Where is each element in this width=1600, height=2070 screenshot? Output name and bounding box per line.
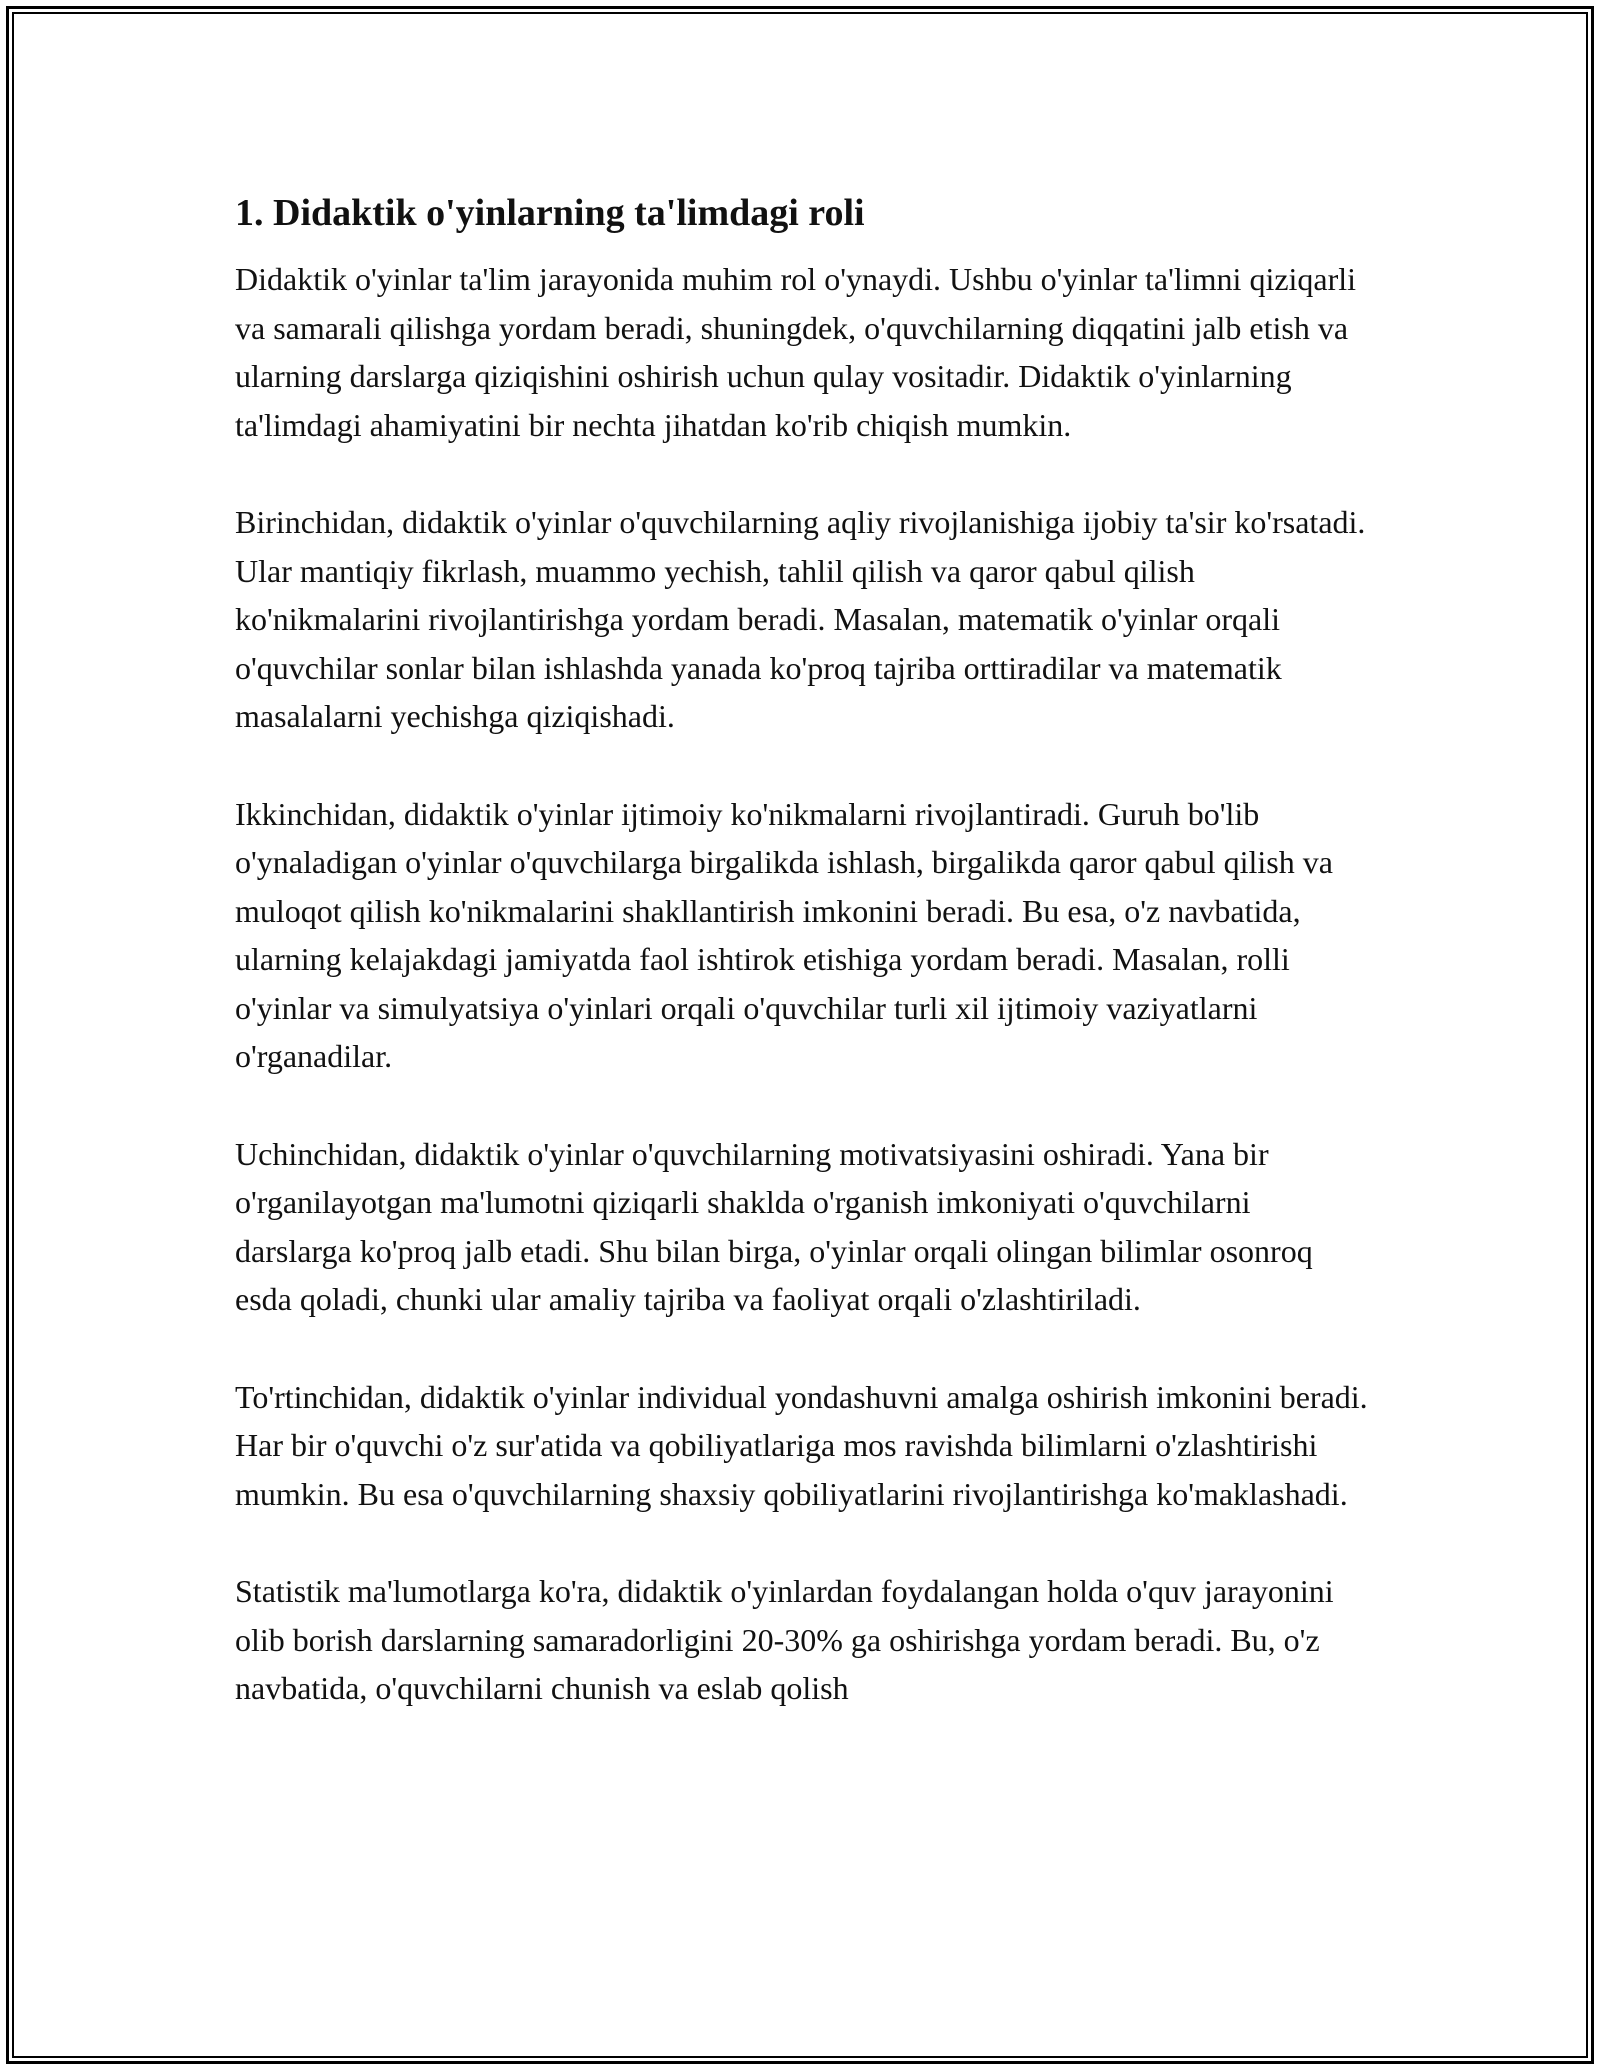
section-heading: 1. Didaktik o'yinlarning ta'limdagi roli (235, 192, 865, 234)
paragraph-third-point: Uchinchidan, didaktik o'yinlar o'quvchilarning motivatsiyasini oshiradi. Yana bir o'rganilayotgan ma'lumotni qiziqarli shaklda o'rganish imkoniyati o'quvchilarni darslarga ko'proq jalb etadi. Shu bilan birga, o'yinlar orqali olingan bilimlar osonroq esda qoladi, chunki ular amaliy tajriba va faoliyat orqali o'zlashtiriladi. (235, 1135, 1313, 1317)
paragraph-fourth-point: To'rtinchidan, didaktik o'yinlar individual yondashuvni amalga oshirish imkonini beradi. Har bir o'quvchi o'z sur'atida va qobiliyatlariga mos ravishda bilimlarni o'zlashtirishi mumkin. Bu esa o'quvchilarning shaxsiy qobiliyatlarini rivojlantirishga ko'maklashadi. (235, 1378, 1368, 1512)
paragraph-intro: Didaktik o'yinlar ta'lim jarayonida muhim rol o'ynaydi. Ushbu o'yinlar ta'limni qiziqarli va samarali qilishga yordam beradi, shuningdek, o'quvchilarning diqqatini jalb etish va ularning darslarga qiziqishini oshirish uchun qulay vositadir. Didaktik o'yinlarning ta'limdagi ahamiyatini bir nechta jihatdan ko'rib chiqish mumkin. (235, 261, 1357, 443)
paragraph-second-point: Ikkinchidan, didaktik o'yinlar ijtimoiy ko'nikmalarni rivojlantiradi. Guruh bo'lib o'ynaladigan o'yinlar o'quvchilarga birgalikda ishlash, birgalikda qaror qabul qilish va muloqot qilish ko'nikmalarini shakllantirish imkonini beradi. Bu esa, o'z navbatida, ularning kelajakdagi jamiyatda faol ishtirok etishiga yordam beradi. Masalan, rolli o'yinlar va simulyatsiya o'yinlari orqali o'quvchilar turli xil ijtimoiy vaziyatlarni o'rganadilar. (235, 795, 1333, 1074)
paragraph-first-point: Birinchidan, didaktik o'yinlar o'quvchilarning aqliy rivojlanishiga ijobiy ta'sir ko'rsatadi. Ular mantiqiy fikrlash, muammo yechish, tahlil qilish va qaror qabul qilish ko'nikmalarini rivojlantirishga yordam beradi. Masalan, matematik o'yinlar orqali o'quvchilar sonlar bilan ishlashda yanada ko'proq tajriba orttiradilar va matematik masalalarni yechishga qiziqishadi. (235, 504, 1366, 734)
document-body (235, 185, 1375, 1713)
paragraph-statistics: Statistik ma'lumotlarga ko'ra, didaktik o'yinlardan foydalangan holda o'quv jarayonini olib borish darslarning samaradorligini 20-30% ga oshirishga yordam beradi. Bu, o'z navbatida, o'quvchilarni chunish va eslab qolish (235, 1573, 1334, 1706)
